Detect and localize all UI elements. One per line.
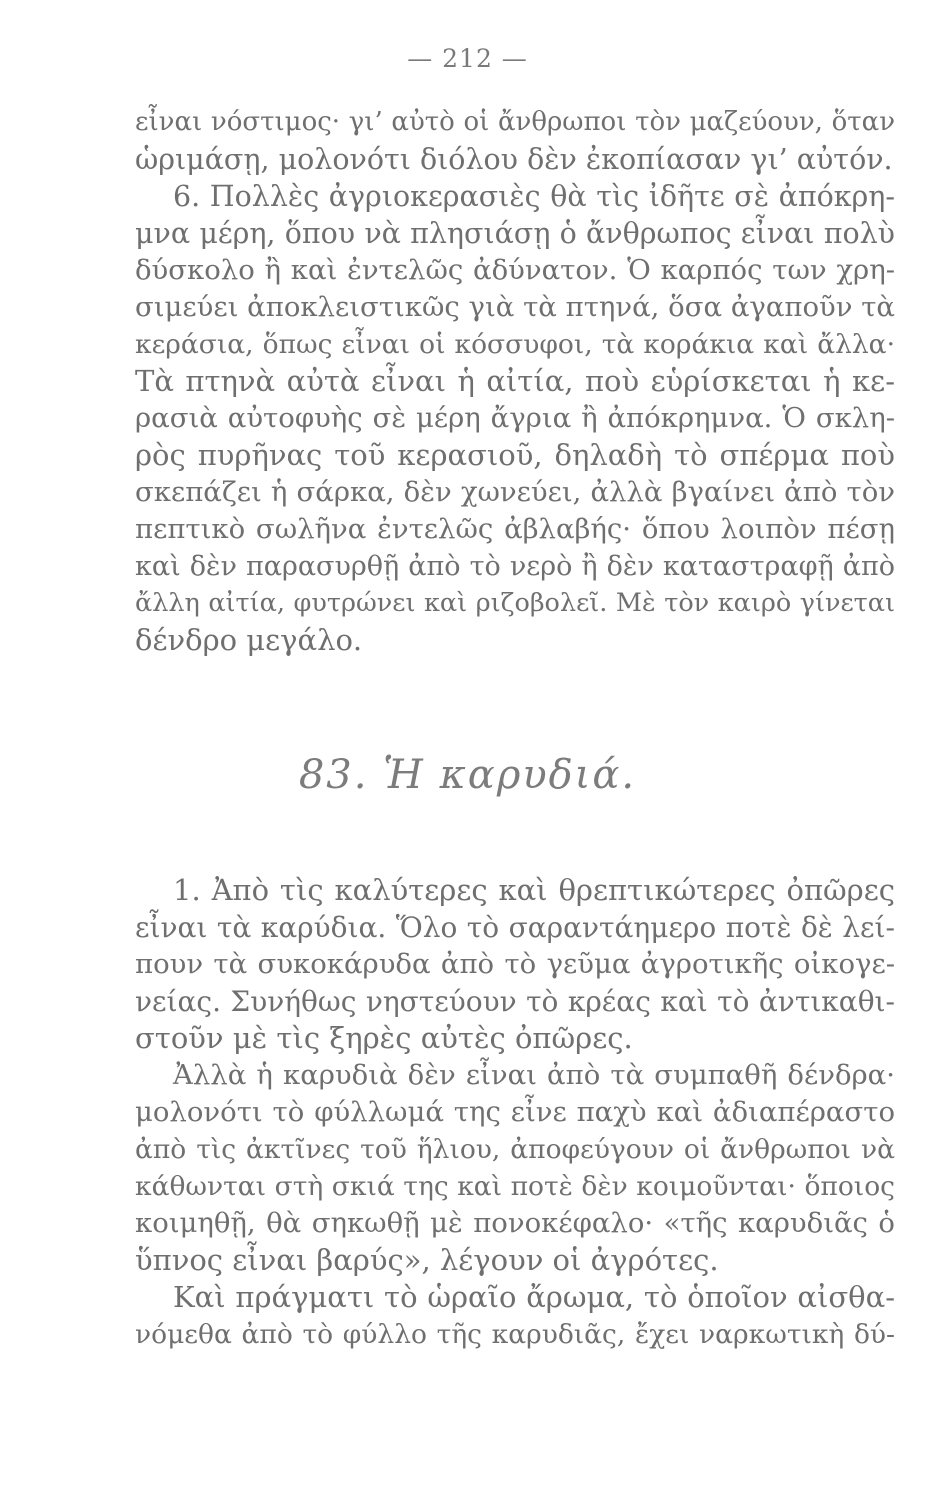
text-line: δύσκολο ἢ καὶ ἐντελῶς ἀδύνατον. Ὁ καρπός των χρη- — [135, 254, 895, 286]
text-line: νείας. Συνήθως νηστεύουν τὸ κρέας καὶ τὸ ἀντικαθι- — [135, 985, 895, 1018]
text-line: ρασιὰ αὐτοφυὴς σὲ μέρη ἄγρια ἢ ἀπόκρημνα. Ὁ σκλη- — [135, 402, 895, 434]
text-line: ρὸς πυρῆνας τοῦ κερασιοῦ, δηλαδὴ τὸ σπέρμα ποὺ — [135, 438, 895, 472]
text-line: Τὰ πτηνὰ αὐτὰ εἶναι ἡ αἰτία, ποὺ εὑρίσκεται ἡ κε- — [135, 364, 895, 398]
text-block-section — [135, 872, 895, 1353]
text-line: εἶναι τὰ καρύδια. Ὅλο τὸ σαραντάημερο ποτὲ δὲ λεί- — [135, 911, 895, 944]
text-line: ἄλλη αἰτία, φυτρώνει καὶ ριζοβολεῖ. Μὲ τὸν καιρὸ γίνεται — [135, 588, 895, 618]
text-line: δένδρο μεγάλο. — [135, 623, 363, 657]
text-line: καὶ δὲν παρασυρθῇ ἀπὸ τὸ νερὸ ἢ δὲν καταστραφῇ ἀπὸ — [135, 551, 895, 582]
text-line: κάθωνται στὴ σκιά της καὶ ποτὲ δὲν κοιμοῦνται· ὅποιος — [135, 1171, 895, 1202]
text-line: μνα μέρη, ὅπου νὰ πλησιάσῃ ὁ ἄνθρωπος εἶναι πολὺ — [135, 217, 895, 250]
text-line: ἀπὸ τὶς ἀκτῖνες τοῦ ἥλιου, ἀποφεύγουν οἱ ἄνθρωποι νὰ — [135, 1134, 895, 1165]
text-line: 6. Πολλὲς ἀγριοκερασιὲς θὰ τὶς ἰδῆτε σὲ ἀπόκρη- — [173, 180, 895, 213]
text-line: ὡριμάσῃ, μολονότι διόλου δὲν ἐκοπίασαν γι’ αὐτόν. — [135, 143, 893, 176]
text-line: Ἀλλὰ ἡ καρυδιὰ δὲν εἶναι ἀπὸ τὰ συμπαθῆ δένδρα· — [173, 1059, 895, 1091]
text-line: νόμεθα ἀπὸ τὸ φύλλο τῆς καρυδιᾶς, ἔχει ναρκωτικὴ δύ- — [135, 1319, 895, 1350]
text-line: σκεπάζει ἡ σάρκα, δὲν χωνεύει, ἀλλὰ βγαίνει ἀπὸ τὸν — [135, 476, 895, 508]
text-line: 1. Ἀπὸ τὶς καλύτερες καὶ θρεπτικώτερες ὀπῶρες — [173, 873, 895, 907]
text-line: μολονότι τὸ φύλλωμά της εἶνε παχὺ καὶ ἀδιαπέραστο — [135, 1096, 895, 1128]
text-line: στοῦν μὲ τὶς ξηρὲς αὐτὲς ὀπῶρες. — [135, 1021, 633, 1055]
text-line: ὕπνος εἶναι βαρύς», λέγουν οἱ ἀγρότες. — [135, 1243, 719, 1277]
page-number: — 212 — — [407, 44, 528, 73]
text-line: σιμεύει ἀποκλειστικῶς γιὰ τὰ πτηνά, ὅσα ἀγαποῦν τὰ — [135, 291, 895, 323]
section-heading: 83. Ἡ καρυδιά. — [298, 752, 637, 798]
text-line: εἶναι νόστιμος· γι’ αὐτὸ οἱ ἄνθρωποι τὸν μαζεύουν, ὅταν — [135, 107, 895, 137]
text-line: Καὶ πράγματι τὸ ὡραῖο ἄρωμα, τὸ ὁποῖον αἰσθα- — [173, 1280, 895, 1314]
text-line: πεπτικὸ σωλῆνα ἐντελῶς ἀβλαβής· ὅπου λοιπὸν πέσῃ — [135, 513, 895, 545]
text-line: πουν τὰ συκοκάρυδα ἀπὸ τὸ γεῦμα ἀγροτικῆς οἰκογε- — [135, 948, 895, 980]
text-line: κεράσια, ὅπως εἶναι οἱ κόσσυφοι, τὰ κοράκια καὶ ἄλλα· — [135, 329, 895, 360]
text-block-continuation — [135, 104, 895, 659]
text-line: κοιμηθῇ, θὰ σηκωθῇ μὲ πονοκέφαλο· «τῆς καρυδιᾶς ὁ — [135, 1207, 895, 1239]
